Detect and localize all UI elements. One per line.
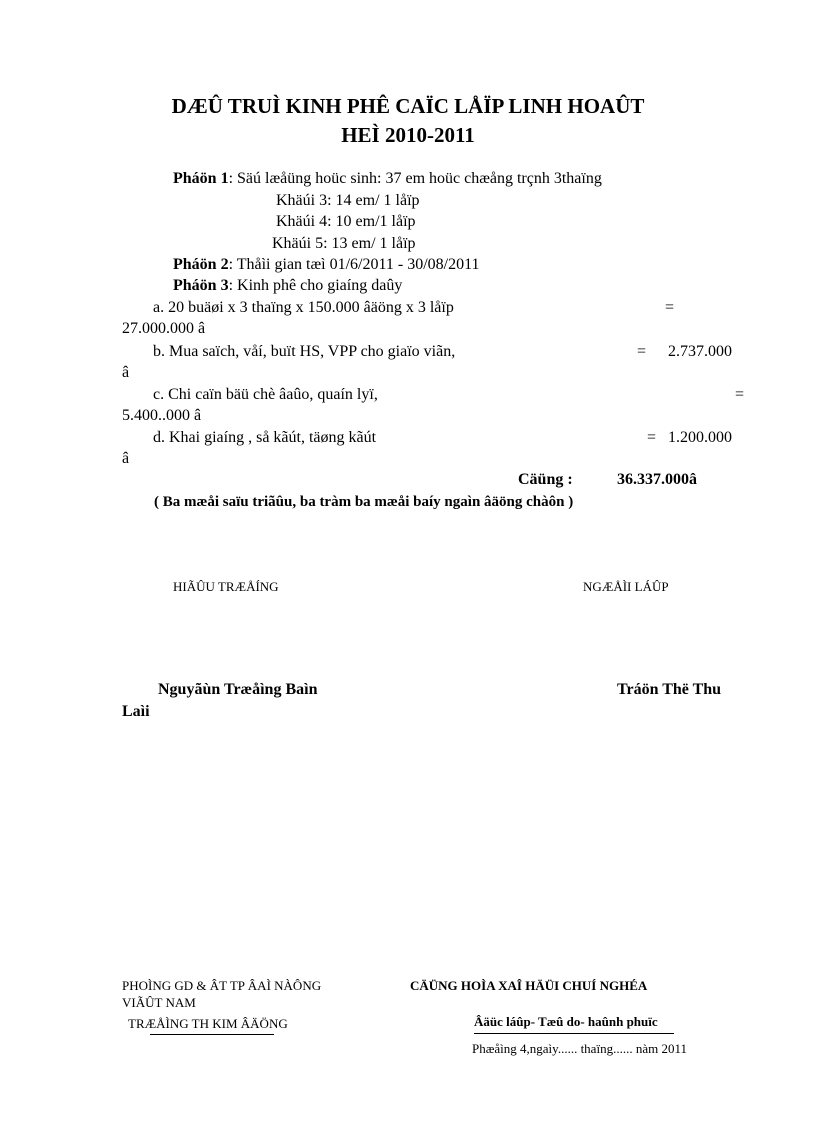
school-name-underline — [150, 1034, 274, 1035]
motto-line: Âäüc láûp- Tæû do- haûnh phuïc — [474, 1014, 658, 1029]
item-c-amount: 5.400..000 â — [122, 407, 202, 424]
preparer-name: Tráön Thë Thu — [617, 681, 722, 698]
part1-label: Pháön 1 — [173, 170, 229, 187]
item-d-desc: d. Khai giaíng , så kãút, täøng kãút — [153, 429, 377, 446]
school-name: TRÆÅÌNG TH KIM ÂÄÖNG — [128, 1016, 288, 1031]
item-d-unit: â — [122, 450, 130, 467]
item-a-equals: = — [665, 299, 675, 316]
item-b-equals: = — [637, 343, 647, 360]
part3-label: Pháön 3 — [173, 277, 229, 294]
principal-title: HIÃÛU TRÆÅÍNG — [173, 579, 279, 594]
item-d-amount: 1.200.000 — [668, 429, 732, 446]
item-b-amount: 2.737.000 — [668, 343, 732, 360]
part2-line — [173, 256, 480, 274]
item-c-desc: c. Chi caïn bäü chè âaûo, quaín lyï, — [153, 386, 378, 403]
nation-line: CÄÜNG HOÌA XAÎ HÄÜI CHUÍ NGHÉA — [410, 978, 648, 993]
item-b-unit: â — [122, 364, 130, 381]
part1-line — [173, 170, 602, 188]
amount-in-words: ( Ba mæåi saïu triãûu, ba tràm ba mæåi baíy ngaìn âäöng chàôn ) — [154, 494, 574, 510]
part3-line — [173, 277, 402, 295]
document-title-line1: DÆÛ TRUÌ KINH PHÊ CAÏC LÅÏP LINH HOAÛT — [171, 94, 645, 118]
item-b-desc: b. Mua saïch, våí, buït HS, VPP cho giaïo viãn, — [153, 343, 456, 360]
preparer-title: NGÆÅÌI LÁÛP — [583, 579, 669, 594]
item-d-equals: = — [647, 429, 657, 446]
grade-3-line: Khäúi 3: 14 em/ 1 låïp — [276, 192, 420, 209]
nation-line-wrap: VIÃÛT NAM — [122, 995, 196, 1010]
part2-label: Pháön 2 — [173, 256, 229, 273]
part1-text: : Säú læåüng hoüc sinh: 37 em hoüc chæång trçnh 3thaïng — [228, 170, 602, 187]
grade-5-line: Khäúi 5: 13 em/ 1 låïp — [272, 235, 416, 252]
item-c-equals: = — [735, 386, 745, 403]
total-value: 36.337.000â — [617, 471, 697, 488]
department-name: PHOÌNG GD & ÂT TP ÂAÌ NÀÔNG — [122, 978, 322, 993]
part2-text: : Thåìi gian tæì 01/6/2011 - 30/08/2011 — [228, 256, 480, 273]
motto-underline — [474, 1033, 674, 1034]
item-a-amount: 27.000.000 â — [122, 320, 206, 337]
total-label: Cäüng : — [518, 471, 573, 488]
part3-text: : Kinh phê cho giaíng daûy — [228, 277, 403, 294]
principal-name: Nguyãùn Træåìng Baìn — [158, 681, 318, 698]
date-line: Phæåìng 4,ngaìy...... thaïng...... nàm 2011 — [472, 1041, 687, 1056]
document-title-line2: HEÌ 2010-2011 — [341, 123, 475, 147]
item-a-desc: a. 20 buäøi x 3 thaïng x 150.000 âäöng x 3 låïp — [153, 299, 454, 316]
grade-4-line: Khäúi 4: 10 em/1 låïp — [276, 213, 416, 230]
principal-name-continued: Laìi — [122, 703, 150, 720]
